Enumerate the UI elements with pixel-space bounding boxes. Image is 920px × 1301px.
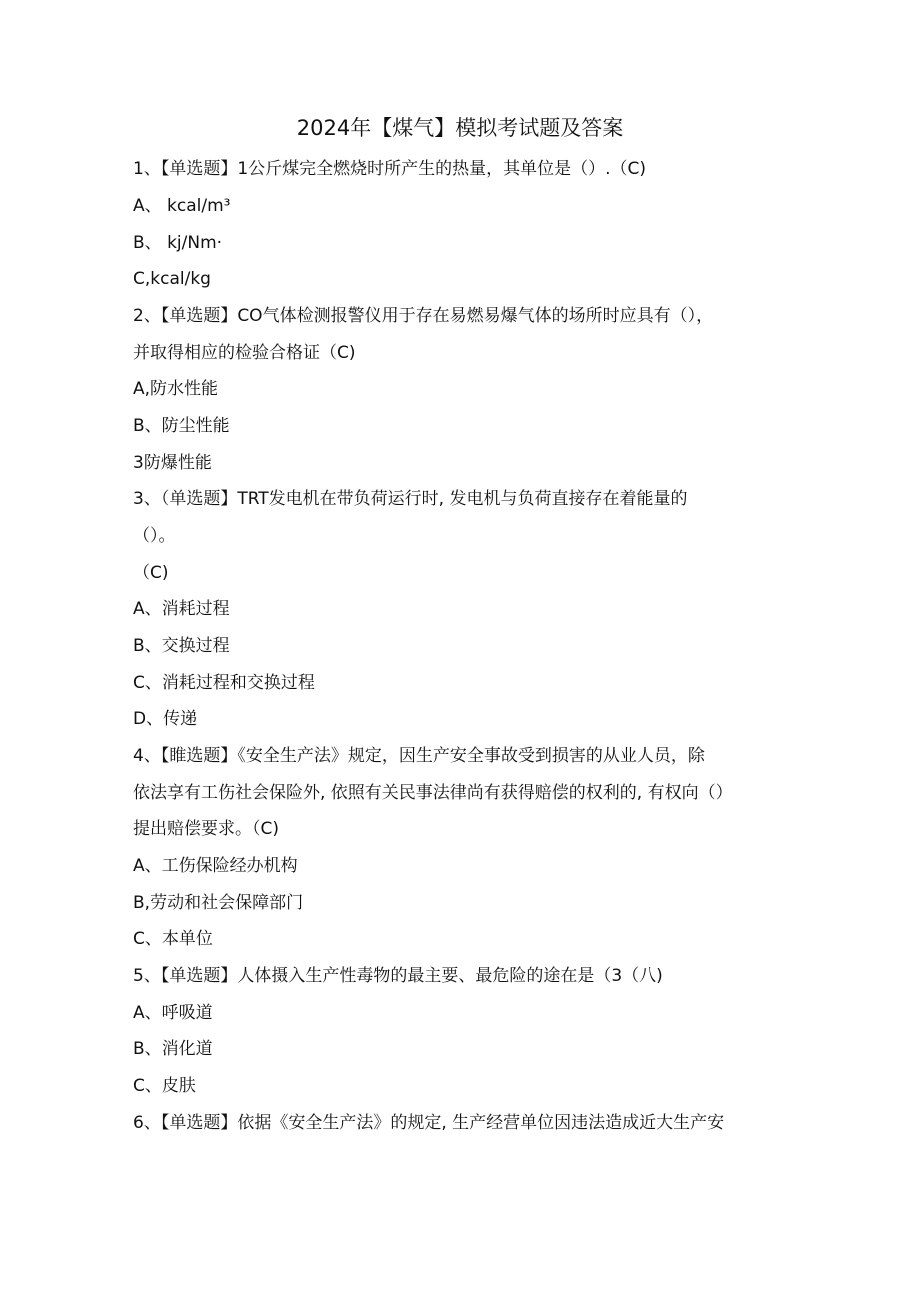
question-3-stem: 3、（单选题】TRT发电机在带负荷运行时, 发电机与负荷直接存在着能量的 [133,489,688,509]
question-3-option-c: C、消耗过程和交换过程 [133,673,315,693]
question-4-option-c: C、本单位 [133,929,213,949]
question-2-option-a: A,防水性能 [133,379,219,399]
question-1-option-c: C,kcal/kg [133,269,211,289]
question-2-stem: 2、【单选题】CO气体检测报警仪用于存在易燃易爆气体的场所时应具有（）， [133,306,714,326]
question-4-option-b: B,劳动和社会保障部门 [133,893,304,913]
question-4-option-a: A、工伤保险经办机构 [133,856,298,876]
question-3-option-a: A、消耗过程 [133,599,230,619]
question-6-stem: 6、【单选题】依据《安全生产法》的规定, 生产经营单位因违法造成近大生产安 [133,1113,725,1133]
question-5-option-a: A、呼吸道 [133,1003,213,1023]
question-1-stem: 1、【单选题】1公斤煤完全燃烧时所产生的热量，其单位是（）.（C) [133,159,647,179]
question-3-option-b: B、交换过程 [133,636,230,656]
question-4-stem-cont-2: 提出赔偿要求。（C) [133,819,280,839]
question-3-answer: （C) [133,563,169,583]
question-2-stem-cont: 并取得相应的检验合格证（C) [133,343,356,363]
question-4-stem: 4、【睢选题】《安全生产法》规定，因生产安全事故受到损害的从业人员，除 [133,746,705,766]
question-2-option-b: B、防尘性能 [133,416,230,436]
question-2-option-c: 3防爆性能 [133,453,212,473]
question-5-option-b: B、消化道 [133,1039,213,1059]
question-4-stem-cont-1: 依法享有工伤社会保险外, 依照有关民事法律尚有获得赔偿的权利的, 有权向（） [133,783,733,803]
question-1-option-b: B、 kj/Nm· [133,233,223,253]
question-3-stem-cont: （）。 [133,526,176,546]
question-5-option-c: C、皮肤 [133,1076,196,1096]
document-title: 2024年【煤气】模拟考试题及答案 [296,116,624,140]
question-5-stem: 5、【单选题】人体摄入生产性毒物的最主要、最危险的途在是（3（八) [133,966,663,986]
question-3-option-d: D、传递 [133,709,198,729]
question-1-option-a: A、 kcal/m³ [133,196,231,216]
